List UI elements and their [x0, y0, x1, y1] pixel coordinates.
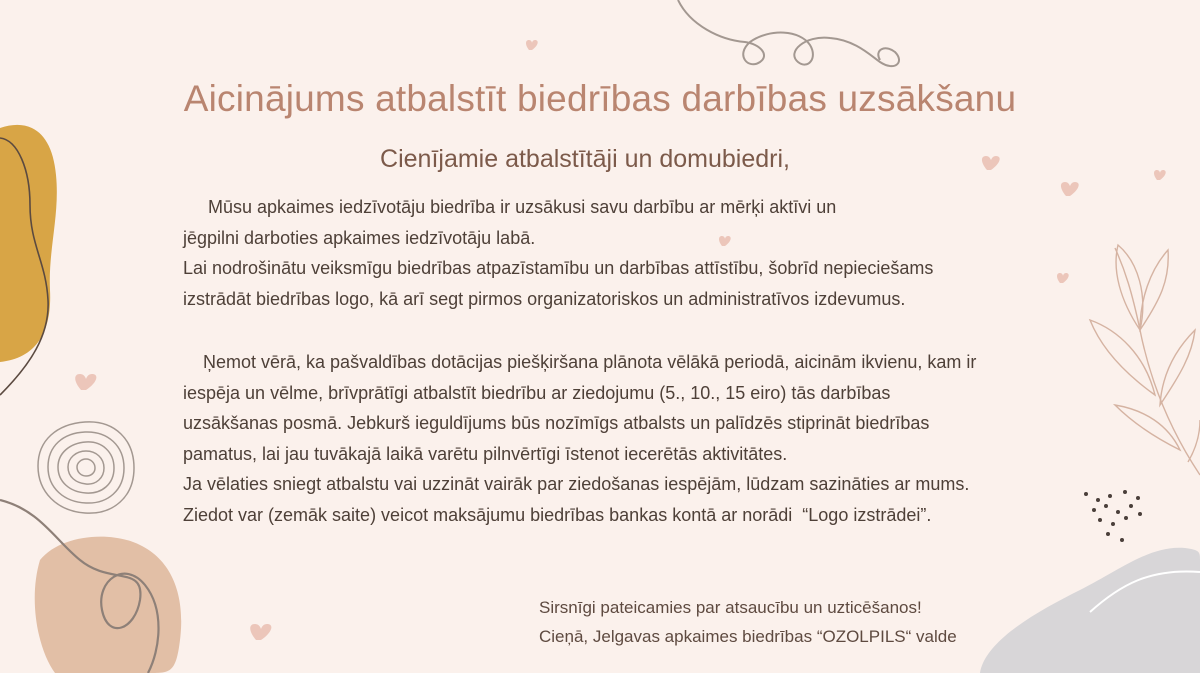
paragraph-1	[183, 192, 1063, 314]
closing-thanks: Sirsnīgi pateicamies par atsaucību un uzticēšanos!	[539, 598, 922, 617]
closing-signature: Cieņā, Jelgavas apkaimes biedrības “OZOLPILS“ valde	[539, 627, 957, 646]
text-line: Mūsu apkaimes iedzīvotāju biedrība ir uzsākusi savu darbību ar mērķi aktīvi un	[183, 197, 837, 217]
text-line: Ņemot vērā, ka pašvaldības dotācijas piešķiršana plānota vēlākā periodā, aicinām ikvienu, kam ir	[183, 352, 977, 372]
spiral-circles	[38, 422, 134, 513]
grey-blob	[980, 548, 1200, 673]
paragraph-2	[183, 347, 1063, 530]
text-line: Lai nodrošinātu veiksmīgu biedrības atpazīstamību un darbības attīstību, šobrīd nepieciešams	[183, 258, 934, 278]
leaf-branch	[1090, 245, 1200, 475]
text-line: Ziedot var (zemāk saite) veicot maksājumu biedrības bankas kontā ar norādi “Logo izstrādei”.	[183, 504, 932, 525]
text-line: uzsākšanas posmā. Jebkurš ieguldījums būs nozīmīgs atbalsts un palīdzēs stiprināt biedrības	[183, 413, 930, 433]
text-line: izstrādāt biedrības logo, kā arī segt pirmos organizatoriskos un administratīvos izdevumus.	[183, 288, 906, 309]
letter-body	[183, 192, 1063, 530]
text-line: jēgpilni darboties apkaimes iedzīvotāju labā.	[183, 227, 536, 248]
squiggle-line	[678, 0, 899, 66]
text-line: pamatus, lai jau tuvākajā laikā varētu pilnvērtīgi īstenot iecerētās aktivitātes.	[183, 443, 788, 464]
text-line: iespēja un vēlme, brīvprātīgi atbalstīt biedrību ar ziedojumu (5., 10., 15 eiro) tās darbības	[183, 382, 891, 403]
tan-blob	[35, 537, 181, 673]
page-title: Aicinājums atbalstīt biedrības darbības uzsākšanu	[183, 78, 1017, 119]
greeting: Cienījamie atbalstītāji un domubiedri,	[380, 145, 790, 173]
closing	[539, 593, 957, 651]
dot-cluster	[1084, 490, 1142, 542]
text-line: Ja vēlaties sniegt atbalstu vai uzzināt vairāk par ziedošanas iespējām, lūdzam sazināties ar mums.	[183, 474, 970, 494]
